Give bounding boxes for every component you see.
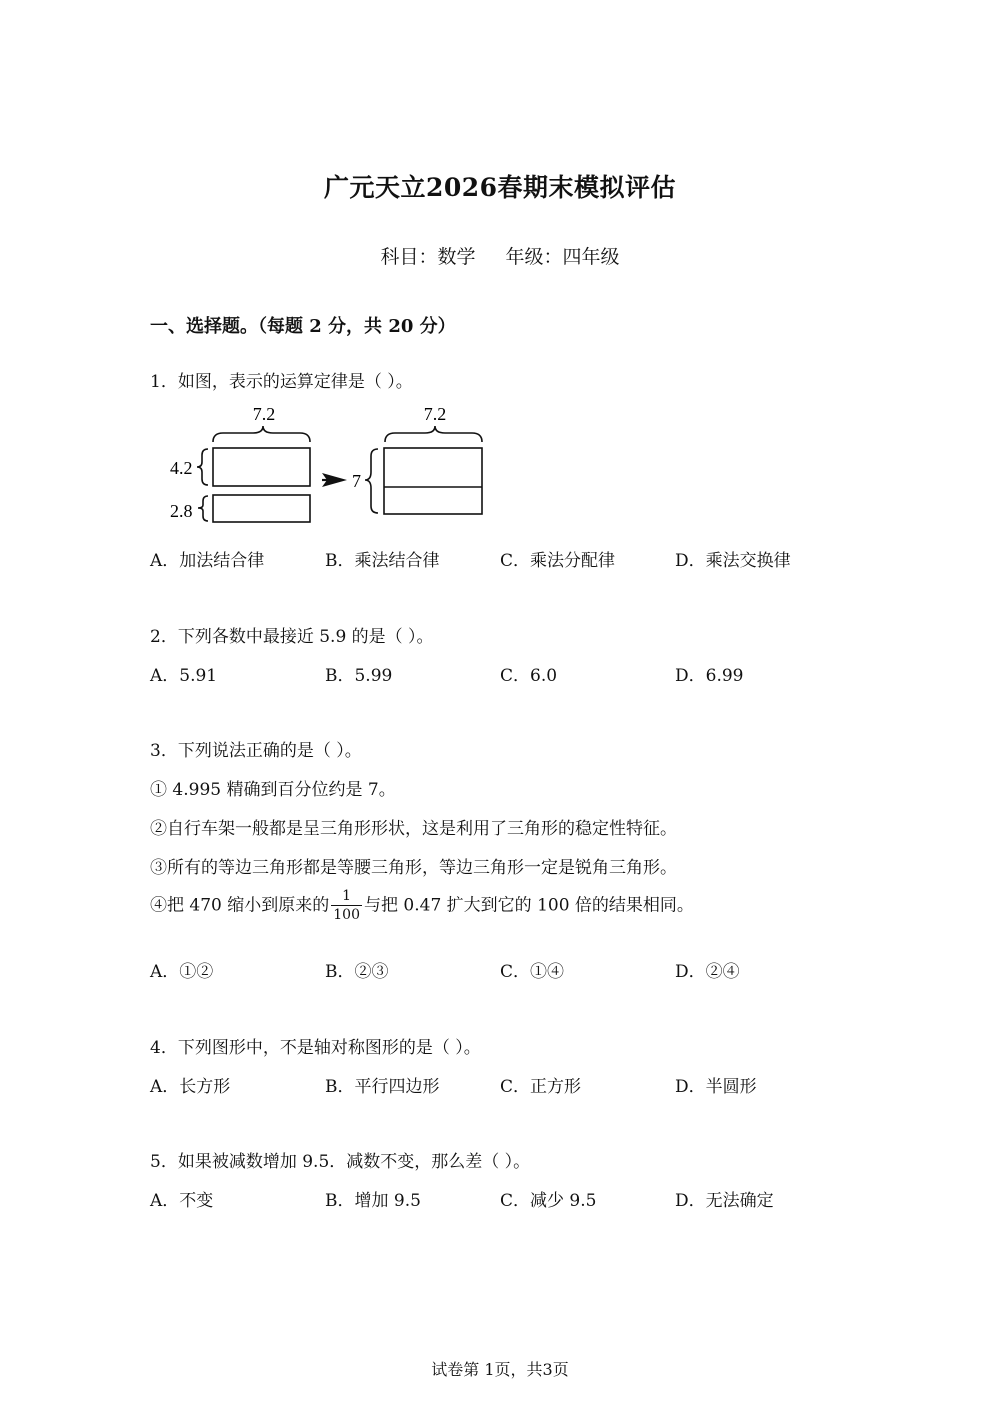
- question-4-stem: 4．下列图形中，不是轴对称图形的是（ ）。: [150, 1038, 481, 1058]
- option-d: D．半圆形: [675, 1077, 757, 1097]
- width-label-left: 7.2: [252, 404, 276, 424]
- page-title: 广元天立2026春期末模拟评估: [323, 173, 677, 202]
- rect-bottom: [213, 495, 310, 522]
- option-d: D．②④: [675, 962, 740, 982]
- fraction: [331, 887, 362, 924]
- option-c: C．减少 9.5: [500, 1191, 597, 1211]
- statement-3: ③所有的等边三角形都是等腰三角形，等边三角形一定是锐角三角形。: [150, 858, 677, 878]
- option-a: A．加法结合律: [150, 551, 265, 571]
- question-3-stem: 3．下列说法正确的是（ ）。: [150, 741, 362, 761]
- fraction-denominator: 100: [333, 907, 360, 923]
- question-2-options: [150, 661, 850, 685]
- rect-top: [213, 448, 310, 486]
- option-a: A．长方形: [150, 1077, 231, 1097]
- option-d: D．乘法交换律: [675, 551, 791, 571]
- exam-info: [0, 242, 1000, 269]
- option-b: B．5.99: [325, 666, 393, 686]
- section-heading: 一、选择题。（每题 2 分，共 20 分）: [150, 316, 456, 337]
- width-brace-left: [213, 426, 310, 442]
- option-c: C．乘法分配律: [500, 551, 616, 571]
- top-height-label: 4.2: [170, 458, 193, 478]
- subject-label: 科目：数学: [380, 246, 476, 268]
- rect-combined: [384, 448, 482, 514]
- page-footer: 试卷第 1页，共3页: [431, 1360, 569, 1379]
- question-1-stem: 1．如图，表示的运算定律是（ ）。: [150, 372, 413, 392]
- question-5-stem: 5．如果被减数增加 9.5．减数不变，那么差（ ）。: [150, 1152, 531, 1172]
- question-3-options: [150, 957, 850, 981]
- height-brace-combined: [365, 449, 378, 513]
- option-b: B．乘法结合律: [325, 551, 440, 571]
- option-d: D．6.99: [675, 666, 744, 686]
- bottom-height-label: 2.8: [170, 501, 193, 521]
- width-brace-right: [385, 426, 482, 442]
- height-brace-bottom: [198, 496, 208, 521]
- question-1-options: [150, 546, 850, 570]
- statement-1: ① 4.995 精确到百分位约是 7。: [150, 780, 396, 800]
- option-a: A．不变: [150, 1191, 214, 1211]
- statement-4-after: 与把 0.47 扩大到它的 100 倍的结果相同。: [364, 895, 694, 916]
- statement-4: [150, 887, 694, 924]
- question-2-stem: 2．下列各数中最接近 5.9 的是（ ）。: [150, 627, 434, 647]
- combined-height-label: 7: [352, 471, 361, 491]
- question-1-figure: [160, 396, 500, 530]
- height-brace-top: [197, 449, 208, 485]
- option-b: B．②③: [325, 962, 389, 982]
- option-c: C．①④: [500, 962, 565, 982]
- option-b: B．平行四边形: [325, 1077, 440, 1097]
- question-5-options: [150, 1186, 850, 1210]
- fraction-numerator: 1: [331, 887, 362, 906]
- option-b: B．增加 9.5: [325, 1191, 421, 1211]
- question-4-options: [150, 1072, 850, 1096]
- statement-2: ②自行车架一般都是呈三角形形状，这是利用了三角形的稳定性特征。: [150, 819, 677, 839]
- statement-4-before: ④把 470 缩小到原来的: [150, 895, 330, 916]
- option-c: C．正方形: [500, 1077, 582, 1097]
- grade-label: 年级：四年级: [505, 246, 620, 268]
- option-c: C．6.0: [500, 666, 558, 686]
- option-a: A．5.91: [150, 666, 218, 686]
- width-label-right: 7.2: [423, 404, 447, 424]
- option-d: D．无法确定: [675, 1191, 774, 1211]
- option-a: A．①②: [150, 962, 214, 982]
